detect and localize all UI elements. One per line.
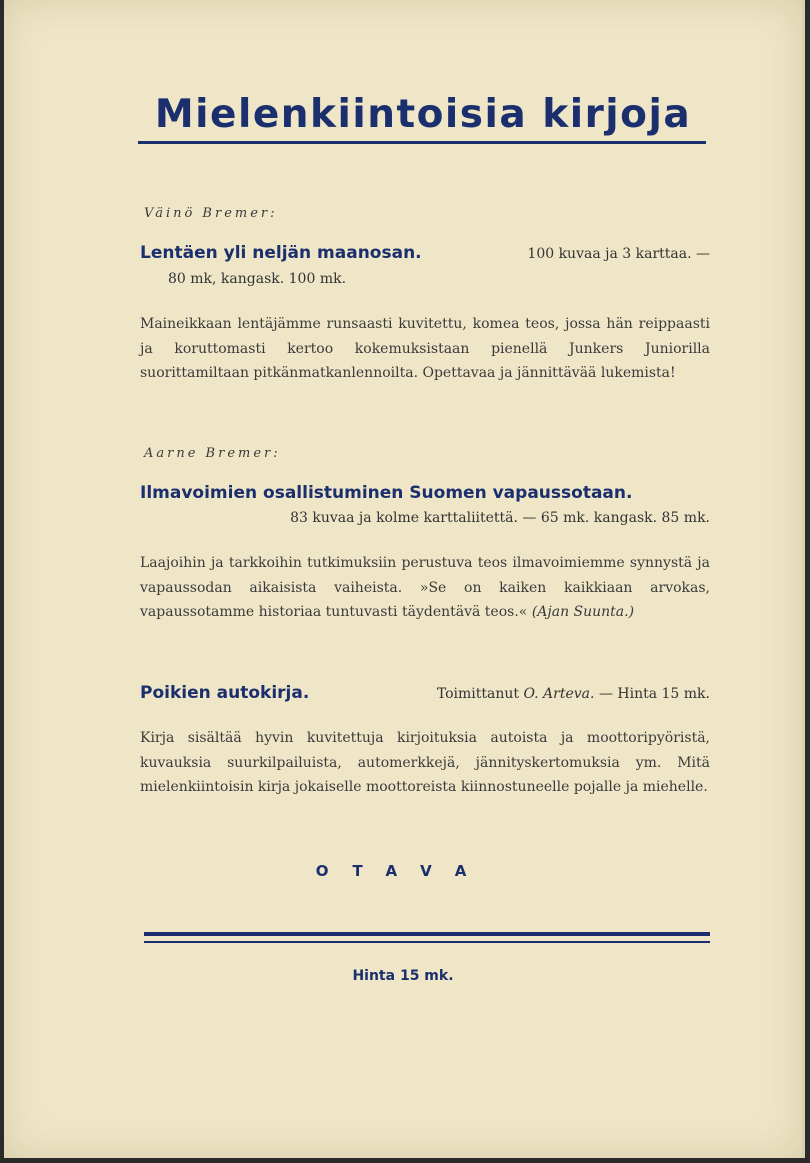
book-2-title: Ilmavoimien osallistuminen Suomen vapaussotaan. <box>140 483 633 503</box>
book-1-author: Väinö Bremer: <box>144 206 278 221</box>
book-1-price: 80 mk, kangask. 100 mk. <box>168 271 347 287</box>
title-underline <box>138 141 706 144</box>
book-back-cover <box>4 0 805 1158</box>
book-2-entry <box>140 481 710 531</box>
rule-thin <box>144 941 710 943</box>
publisher-name: OTAVA <box>315 862 491 880</box>
page-title: Mielenkiintoisia kirjoja <box>154 92 692 137</box>
book-1-entry <box>140 241 710 292</box>
cover-price: Hinta 15 mk. <box>352 968 454 984</box>
book-3-description: Kirja sisältää hyvin kuvitettuja kirjoituksia autoista ja moottoripyöristä, kuvauksia suurkilpailuista, automerkkejä, jännityskertomuksia ym. Mitä mielenkiintoisin kirja jokaiselle moottoreista kiinnostuneelle pojalle ja miehelle. <box>140 730 710 795</box>
book-3-price: — Hinta 15 mk. <box>598 686 710 702</box>
rule-thick <box>144 932 710 936</box>
book-1-title: Lentäen yli neljän maanosan. <box>140 243 422 263</box>
book-2-author: Aarne Bremer: <box>144 446 281 461</box>
book-2-description: Laajoihin ja tarkkoihin tutkimuksiin perustuva teos ilmavoimiemme synnystä ja vapaussodan aikaisista vaiheista. »Se on kaiken kaikkiaan arvokas, vapaussotamme historiaa tuntuvasti täydentävä teos.« (Ajan Suunta.) <box>140 555 710 620</box>
book-3-title: Poikien autokirja. <box>140 683 310 703</box>
book-2-quote-source: (Ajan Suunta.) <box>531 604 635 620</box>
book-3-entry <box>140 681 710 707</box>
book-3-editor-prefix: Toimittanut <box>436 686 520 702</box>
book-1-details: 100 kuvaa ja 3 karttaa. — <box>527 246 710 262</box>
book-2-details: 83 kuvaa ja kolme karttaliitettä. — 65 mk. kangask. 85 mk. <box>290 510 710 526</box>
book-1-description: Maineikkaan lentäjämme runsaasti kuvitettu, komea teos, jossa hän reippaasti ja koruttomasti kertoo kokemuksistaan pienellä Junkers Juniorilla suorittamiltaan pitkänmatkanlennoilta. Opettavaa ja jännittävää lukemista! <box>140 316 710 381</box>
book-3-editor: O. Arteva. <box>523 686 595 702</box>
